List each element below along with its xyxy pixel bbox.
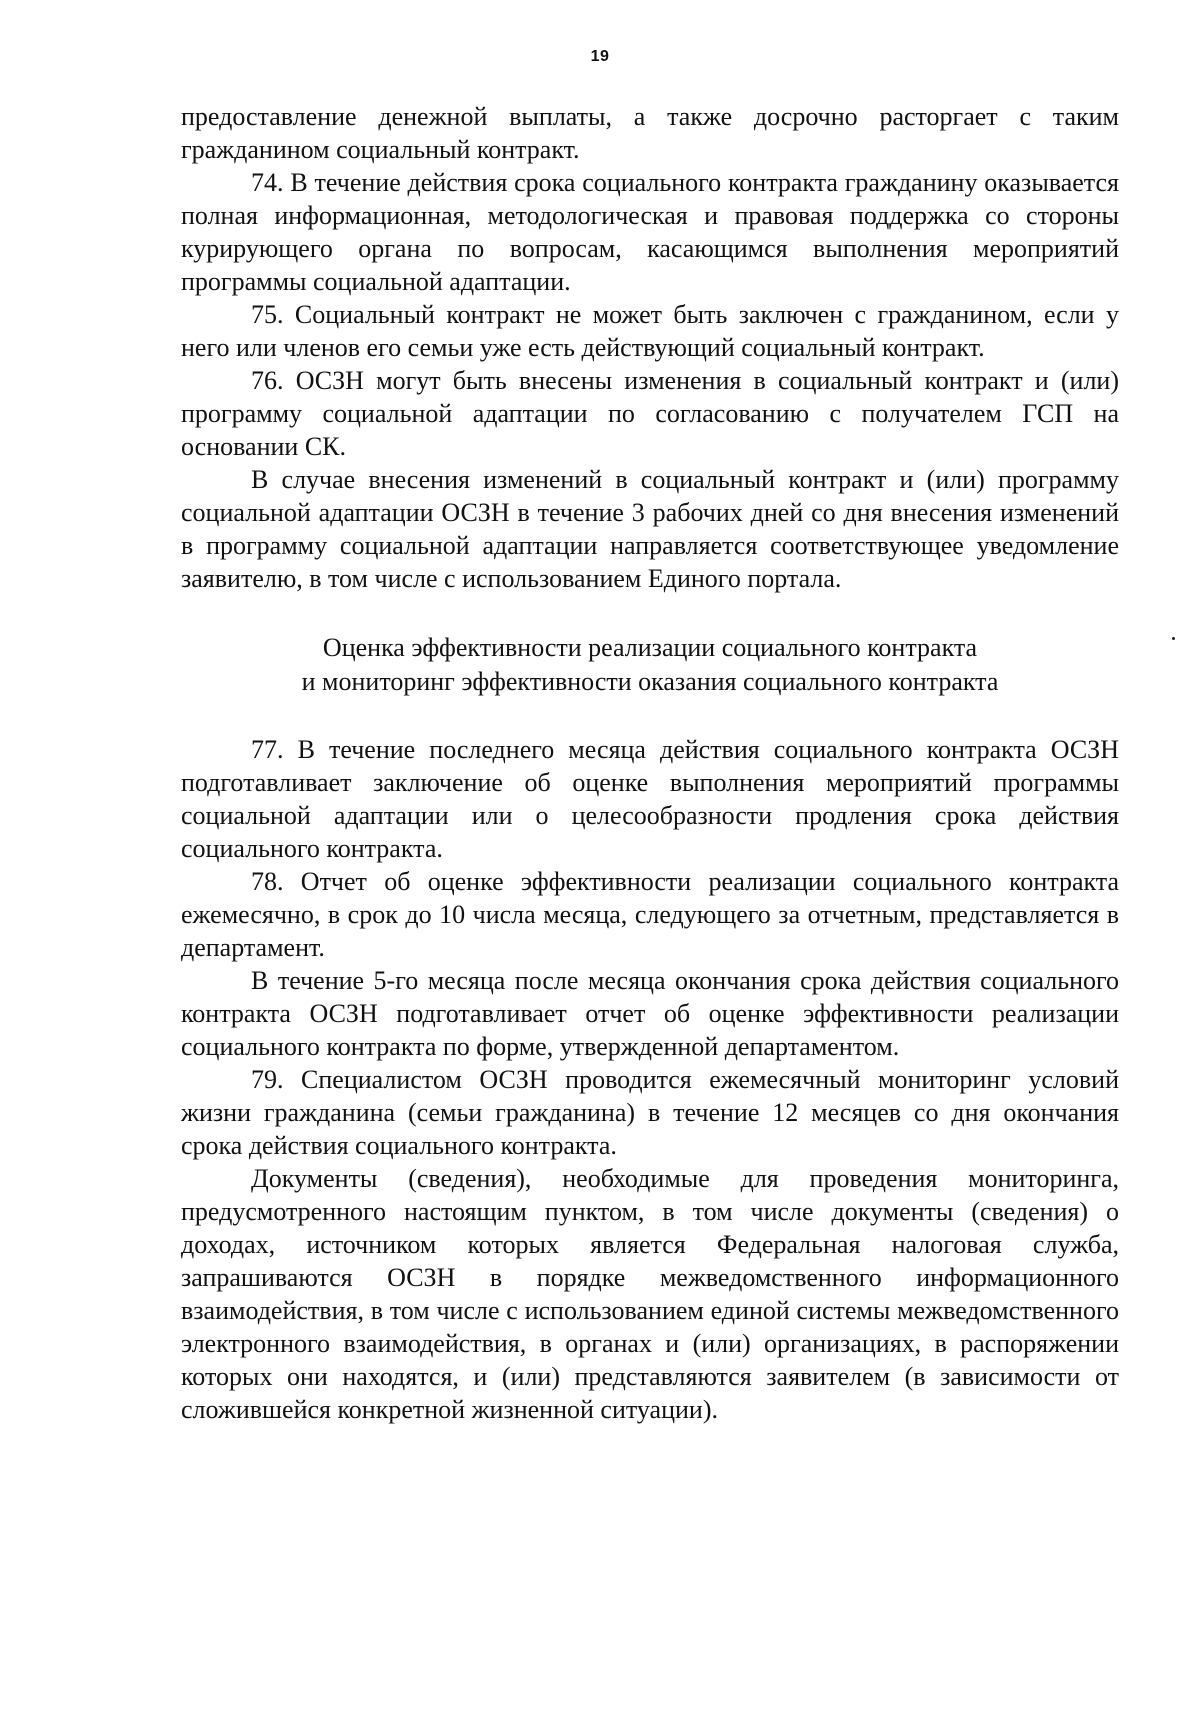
scan-speck — [1172, 637, 1175, 640]
section-heading-line-1: Оценка эффективности реализации социального контракта — [322, 633, 978, 662]
page-number: 19 — [590, 48, 610, 65]
paragraph-74: 74. В течение действия срока социального контракта гражданину оказывается полная информационная, методологическая и правовая поддержка со стороны курирующего органа по вопросам, касающимся выполнения мероприятий программы социальной адаптации. — [181, 168, 1119, 296]
paragraph-75: 75. Социальный контракт не может быть заключен с гражданином, если у него или членов его семьи уже есть действующий социальный контракт. — [181, 300, 1119, 362]
paragraph-79-documents: Документы (сведения), необходимые для проведения мониторинга, предусмотренного настоящим пунктом, в том числе документы (сведения) о доходах, источником которых является Федеральная налоговая служба, запрашиваются ОСЗН в порядке межведомственного информационного взаимодействия, в том числе с использованием единой системы межведомственного электронного взаимодействия, в органах и (или) организациях, в распоряжении которых они находятся, и (или) представляются заявителем (в зависимости от сложившейся конкретной жизненной ситуации). — [181, 1164, 1119, 1424]
paragraph-78: 78. Отчет об оценке эффективности реализации социального контракта ежемесячно, в срок до 10 числа месяца, следующего за отчетным, представляется в департамент. — [181, 867, 1119, 962]
document-body — [181, 100, 1119, 1426]
paragraph-76: 76. ОСЗН могут быть внесены изменения в социальный контракт и (или) программу социальной адаптации по согласованию с получателем ГСП на основании СК. — [181, 366, 1119, 461]
paragraph-78-report: В течение 5-го месяца после месяца окончания срока действия социального контракта ОСЗН подготавливает отчет об оценке эффективности реализации социального контракта по форме, утвержденной департаментом. — [181, 966, 1119, 1061]
paragraph-continuation: предоставление денежной выплаты, а также досрочно расторгает с таким гражданином социальный контракт. — [181, 102, 1119, 164]
paragraph-77: 77. В течение последнего месяца действия социального контракта ОСЗН подготавливает заключение об оценке выполнения мероприятий программы социальной адаптации или о целесообразности продления срока действия социального контракта. — [181, 735, 1119, 863]
paragraph-76-changes: В случае внесения изменений в социальный контракт и (или) программу социальной адаптации ОСЗН в течение 3 рабочих дней со дня внесения изменений в программу социальной адаптации направляется соответствующее уведомление заявителю, в том числе с использованием Единого портала. — [181, 465, 1119, 593]
paragraph-79: 79. Специалистом ОСЗН проводится ежемесячный мониторинг условий жизни гражданина (семьи гражданина) в течение 12 месяцев со дня окончания срока действия социального контракта. — [181, 1065, 1119, 1160]
section-heading-line-2: и мониторинг эффективности оказания социального контракта — [301, 667, 999, 696]
section-heading — [181, 631, 1119, 699]
